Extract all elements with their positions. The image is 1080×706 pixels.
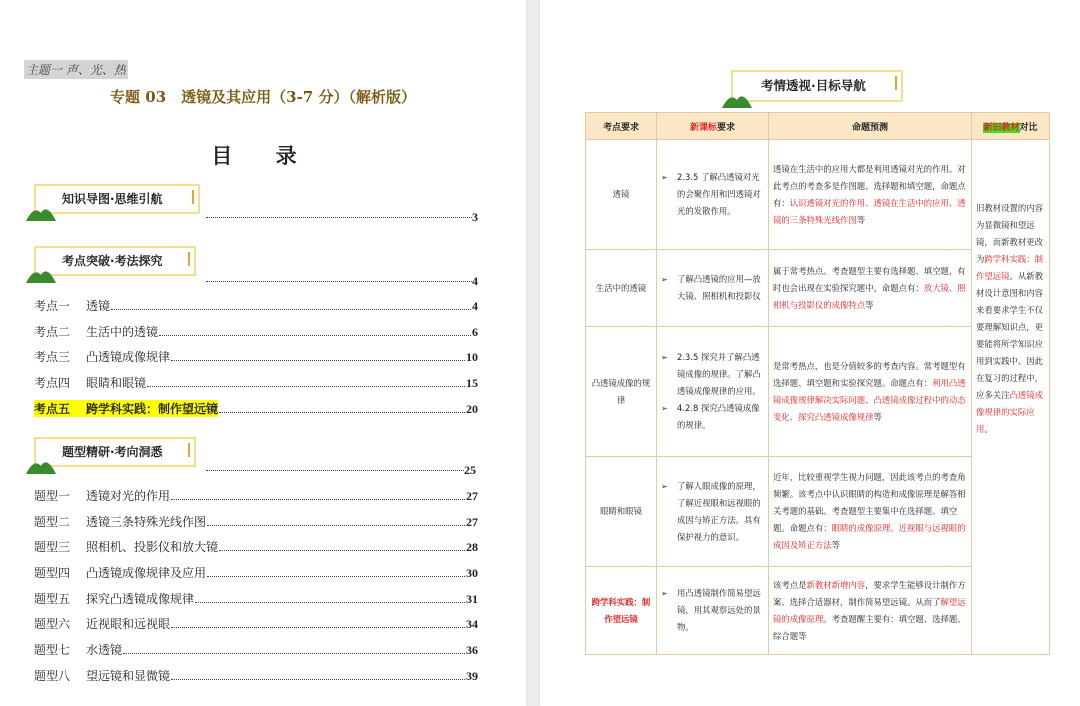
requirement-cell: ➢ 用凸透镜制作简易望远镜，用其观察远处的景物。 — [657, 567, 769, 655]
toc-page-number: 4 — [472, 274, 478, 288]
requirement-cell: ➢ 了解人眼成像的原理，了解近视眼和远视眼的成因与矫正方法。具有保护视力的意识。 — [657, 457, 769, 567]
document-subtitle: 专题 03 透镜及其应用（3-7 分）（解析版） — [110, 88, 416, 106]
section-heading-label: 题型精研·考向洞悉 — [62, 445, 163, 459]
table-row — [586, 140, 1050, 250]
point-cell: 生活中的透镜 — [586, 250, 657, 327]
point-cell: 凸透镜成像的规律 — [586, 327, 657, 457]
toc-entry[interactable]: 题型三 照相机、投影仪和放大镜 28 — [34, 540, 478, 554]
hill-icon — [26, 265, 56, 283]
point-cell: 透镜 — [586, 140, 657, 250]
col-header-prediction: 命题预测 — [769, 113, 972, 140]
toc-entry[interactable]: 考点二 生活中的透镜 6 — [34, 325, 478, 339]
toc-entry[interactable]: 题型六 近视眼和远视眼 34 — [34, 617, 478, 631]
toc-entry[interactable]: 题型四 凸透镜成像规律及应用 30 — [34, 566, 478, 580]
hill-icon — [26, 203, 56, 221]
section-heading-exam-outlook — [731, 70, 903, 102]
toc-entry-highlighted[interactable]: 考点五 跨学科实践：制作望远镜 20 — [34, 402, 478, 416]
toc-leader-dots — [206, 216, 472, 218]
toc-entry[interactable]: 考点四 眼睛和眼镜 15 — [34, 376, 478, 390]
point-cell: 跨学科实践：制作望远镜 — [586, 567, 657, 655]
prediction-cell: 该考点是新教材新增内容，要求学生能够设计制作方案、选择合适器材，制作简易望远镜。从而了解望远镜的成像原理。考查题醒主要有：填空题、选择题、综合题等 — [769, 567, 972, 655]
toc-leader-dots — [206, 469, 464, 471]
section-heading-points — [34, 246, 196, 276]
section-heading-label: 考情透视·目标导航 — [761, 78, 866, 93]
requirement-cell: ➢ 2.3.5 了解凸透镜对光的会聚作用和凹透镜对光的发散作用。 — [657, 140, 769, 250]
toc-entry[interactable]: 考点一 透镜 4 — [34, 299, 478, 313]
compare-cell: 旧教材设置的内容为显微镜和望远镜，而新教材更改为跨学科实践：制作望远镜。从新教材设计意图和内容来看要求学生不仅要理解知识点，更要能将所学知识应用到实践中。因此在复习的过程中，应多关注凸透镜成像规律的实际应用。 — [972, 140, 1050, 655]
toc-entry[interactable]: 题型五 探究凸透镜成像规律 31 — [34, 592, 478, 606]
hill-icon — [722, 90, 752, 108]
toc-leader-dots — [206, 280, 472, 282]
prediction-cell: 近年，比较重视学生视力问题，因此该考点的考查角频繁。该考点中认识眼睛的构造和成像原理是解答相关考题的基础。考查题型主要集中在选择题、填空题。命题点有：眼睛的成像原理、近视眼与远视眼的成因及矫正方法等 — [769, 457, 972, 567]
point-cell: 眼睛和眼镜 — [586, 457, 657, 567]
left-page — [0, 0, 526, 706]
section-heading-label: 知识导图·思维引航 — [62, 192, 163, 206]
toc-page-number: 25 — [464, 463, 476, 477]
col-header-compare: 新旧教材对比 — [972, 113, 1050, 140]
col-header-standard: 新课标要求 — [657, 113, 769, 140]
toc-title: 目 录 — [211, 143, 315, 168]
prediction-cell: 属于常考热点。考查题型主要有选择题、填空题，有时也会出现在实验探究题中。命题点有：放大镜、照相机与投影仪的成像特点等 — [769, 250, 972, 327]
toc-entry[interactable]: 题型一 透镜对光的作用 27 — [34, 489, 478, 503]
toc-entry[interactable]: 题型二 透镜三条特殊光线作图 27 — [34, 515, 478, 529]
toc-entry[interactable]: 考点三 凸透镜成像规律 10 — [34, 350, 478, 364]
toc-page-number: 3 — [472, 210, 478, 224]
section-heading-mindmap — [34, 184, 200, 214]
section-heading-label: 考点突破·考法探究 — [62, 254, 163, 268]
requirement-cell: ➢ 了解凸透镜的应用—放大镜、照相机和投影仪 — [657, 250, 769, 327]
hill-icon — [26, 456, 56, 474]
toc-entry[interactable]: 题型七 水透镜 36 — [34, 643, 478, 657]
col-header-point: 考点要求 — [586, 113, 657, 140]
prediction-cell: 是常考热点，也是分值较多的考查内容。常考题型有选择题、填空题和实验探究题。命题点有：利用凸透镜成像规律解决实际问题、凸透镜成像过程中的动态变化、探究凸透镜成像规律等 — [769, 327, 972, 457]
toc-entry[interactable]: 题型八 望远镜和显微镜 39 — [34, 669, 478, 683]
prediction-cell: 透镜在生活中的应用大都是利用透镜对光的作用。对此考点的考查多是作图题、选择题和填空题，命题点有：认识透镜对光的作用、透镜在生活中的应用、透镜的三条特殊光线作图等 — [769, 140, 972, 250]
requirement-cell: ➢ 2.3.5 探究并了解凸透镜成像的规律。了解凸透镜成像规律的应用。 ➢ 4.2.8 探究凸透镜成像的规律。 — [657, 327, 769, 457]
exam-outlook-table — [585, 112, 1050, 655]
theme-label: 主题一 声、光、热 — [24, 60, 128, 79]
section-heading-types — [34, 437, 196, 467]
table-header-row — [586, 113, 1050, 140]
